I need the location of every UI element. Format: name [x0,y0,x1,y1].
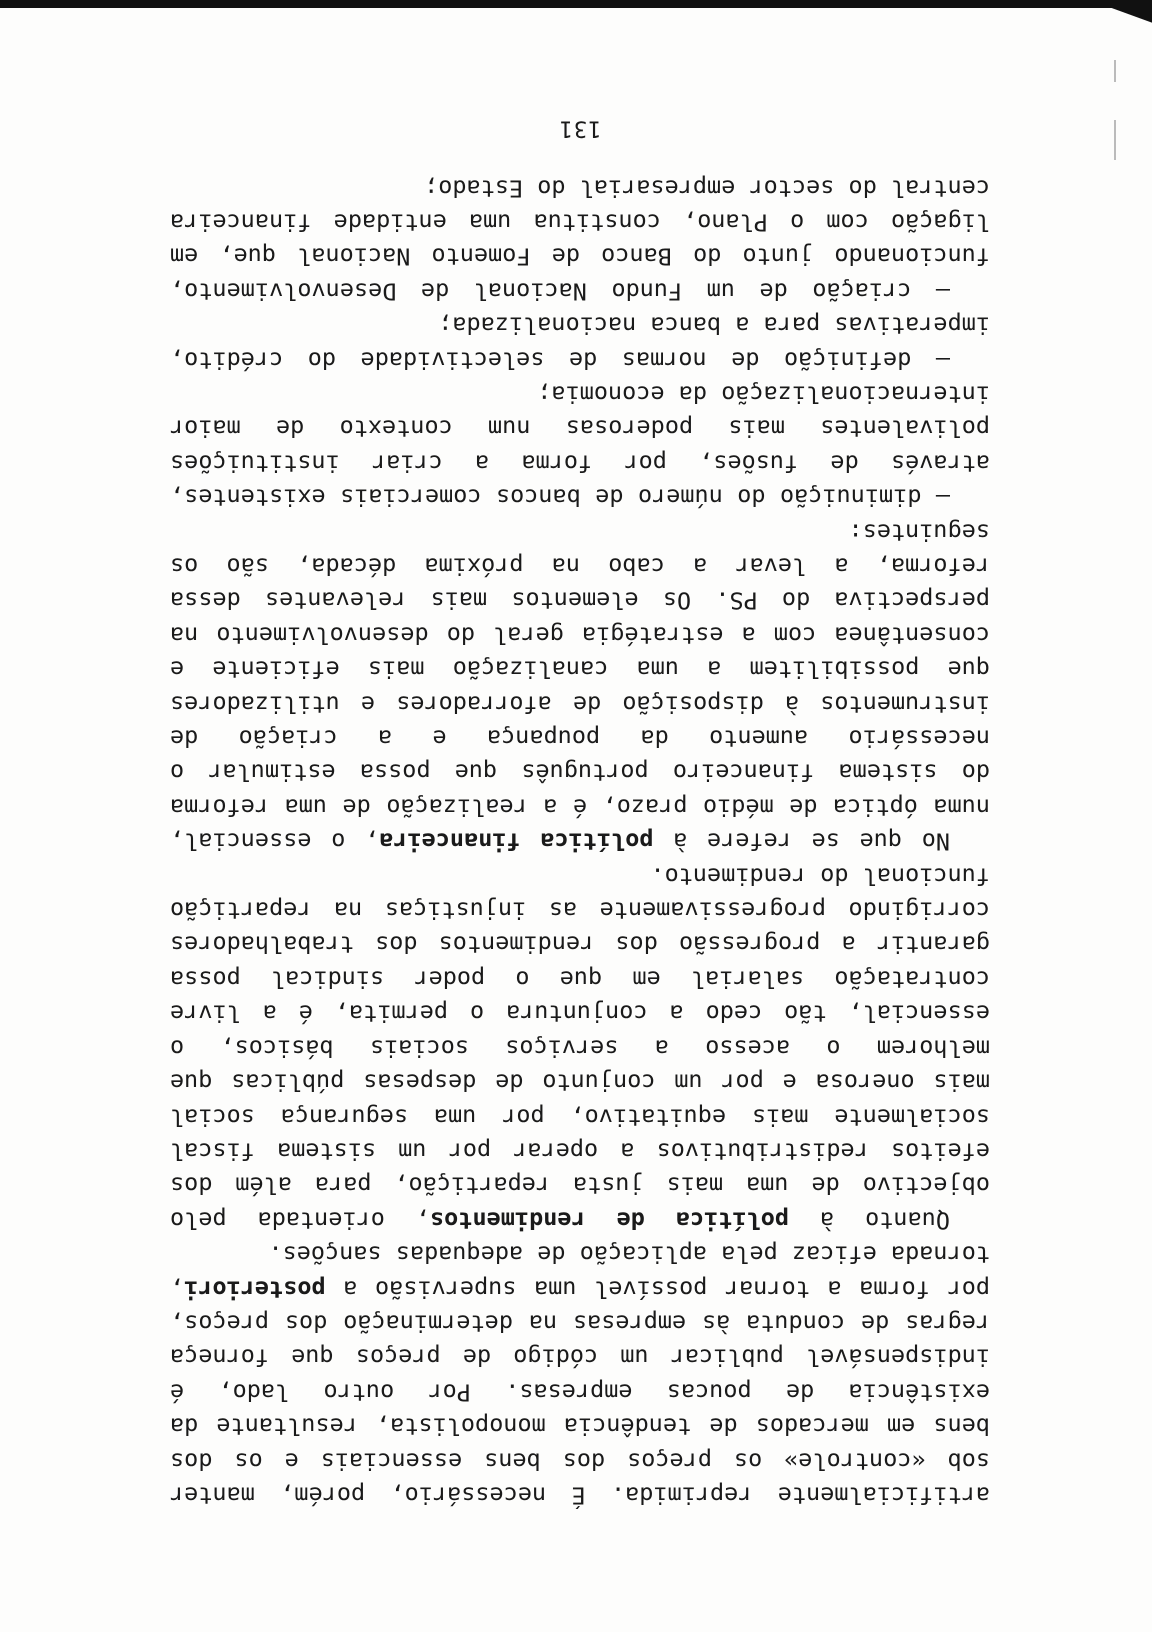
list-item: — diminuição do número de bancos comerciais existentes, através de fusões, por forma a criar instituições polivalentes mais poderosas num contexto de maior internacionalização da economia; [170,380,990,512]
paragraph-prices: artificialmente reprimida. É necessário, porém, manter sob «controle» os preços dos bens essenciais e os dos bens em mercados de tendência monopolista, resultante da existência de poucas empresas. Por outro lado, é indispensável publicar um código de preços que forneça regras de conduta às empresas na determinação dos preços, por forma a tornar possível uma supervisão a posteriori, tornada eficaz pela aplicação de adequadas sanções. [170,1240,990,1510]
scan-top-edge [0,0,1112,8]
scan-speck [1114,120,1116,160]
page-number: 131 [558,115,602,141]
scan-corner-mark [1108,0,1152,40]
paragraph-financial-policy: No que se refere à política financeira, o essencial, numa óptica de médio prazo, é a realização de uma reforma do sistema financeiro português que possa estimular o necessário aumento da poupança e a criação de instrumentos à disposição de aforradores e utilizadores que possibilitem a uma canalização mais eficiente e consentânea com a estratégia geral do desenvolvimento na perspectiva do PS. Os elementos mais relevantes dessa reforma, a levar a cabo na próxima década, são os seguintes: [170,517,990,856]
scan-speck [1114,60,1116,82]
list-item: — definição de normas de selectividade do crédito, imperativas para a banca nacionalizada; [170,311,990,374]
paragraph-income-policy: Quanto à política de rendimentos, orientada pelo objectivo de uma mais justa repartição, para além dos efeitos redistributivos a operar por um sistema fiscal socialmente mais equitativo, por uma segurança social mais onerosa e por um conjunto de despesas públicas que melhorem o acesso a serviços sociais básicos, o essencial, tão cedo a conjuntura o permita, é a livre contratação salarial em que o poder sindical possa garantir a progressão dos rendimentos dos trabalhadores corrigindo progressivamente as injustiças na repartição funcional do rendimento. [170,861,990,1234]
list-item: — criação de um Fundo Nacional de Desenvolvimento, funcionando junto do Banco de Fomento Nacional que, em ligação com o Plano, constitua uma entidade financeira central do sector empresarial do Estado; [170,173,990,306]
page-content [170,110,990,1512]
